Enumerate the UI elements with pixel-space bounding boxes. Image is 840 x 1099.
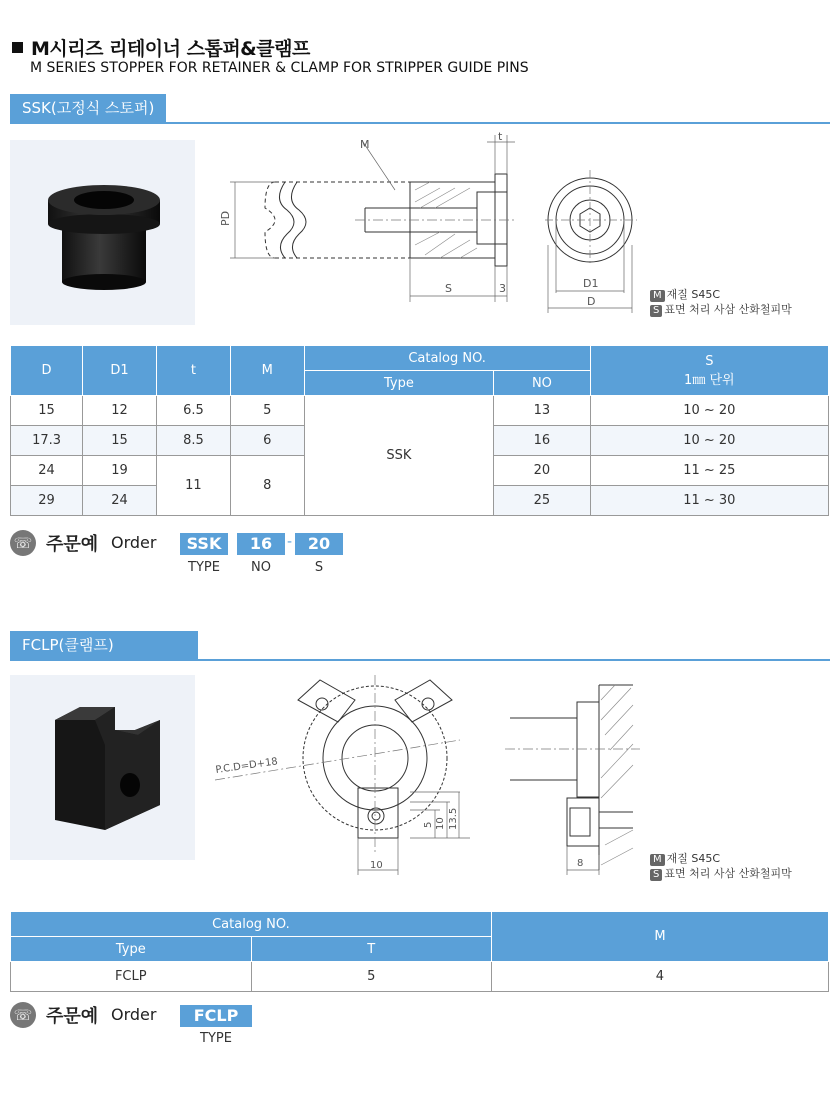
fclp-order-code-type: FCLP xyxy=(180,1005,252,1027)
fclp-dim-8: 8 xyxy=(577,858,584,869)
ssk-dim-3: 3 xyxy=(499,282,506,295)
page-title-text: M시리즈 리테이너 스톱퍼&클램프 xyxy=(31,38,310,60)
ssk-order-code-type: SSK xyxy=(180,533,228,555)
ssk-order-separator: - xyxy=(287,534,293,550)
ssk-order-label-type: TYPE xyxy=(188,560,220,575)
ssk-spec-table xyxy=(10,345,829,516)
section-divider xyxy=(10,122,830,124)
ssk-order-code-s: 20 xyxy=(295,533,343,555)
th-t: T xyxy=(251,937,491,962)
th-catalog: Catalog NO. xyxy=(11,912,492,937)
th-no: NO xyxy=(494,371,590,396)
note-material: M 재질 S45C xyxy=(650,287,792,302)
ssk-dim-m: M xyxy=(360,138,370,151)
fclp-order-label-en: Order xyxy=(111,1005,157,1024)
th-catalog: Catalog NO. xyxy=(304,346,590,371)
table-row: 17.3 15 8.5 6 16 10 ~ 20 xyxy=(11,426,829,456)
ssk-order-label-s: S xyxy=(314,560,324,575)
th-t: t xyxy=(156,346,230,396)
th-d1: D1 xyxy=(83,346,157,396)
th-m: M xyxy=(230,346,304,396)
fclp-order-label-type: TYPE xyxy=(200,1031,232,1046)
fclp-front-view-drawing xyxy=(210,670,470,880)
ssk-stopper-image xyxy=(10,140,195,325)
fclp-dim-5: 5 xyxy=(423,821,434,828)
ssk-dim-pd: PD xyxy=(219,210,232,226)
order-icon: ☏ xyxy=(10,530,36,556)
fclp-spec-table xyxy=(10,911,829,992)
fclp-section-title: FCLP(클램프) xyxy=(10,631,198,659)
fclp-clamp-image xyxy=(10,675,195,860)
square-bullet-icon xyxy=(12,42,23,53)
order-icon: ☏ xyxy=(10,1002,36,1028)
ssk-front-view-drawing xyxy=(545,165,645,315)
ssk-dim-t: t xyxy=(498,130,503,143)
ssk-order-label-ko: 주문예 xyxy=(46,534,99,555)
fclp-dim-10-width: 10 xyxy=(370,860,383,871)
fclp-dim-pcd: P.C.D=D+18 xyxy=(214,756,279,776)
note-surface: S 표면 처리 사삼 산화철피막 xyxy=(650,302,792,317)
ssk-side-view-drawing xyxy=(215,130,535,320)
ssk-product-photo xyxy=(10,140,195,325)
ssk-material-notes xyxy=(650,287,792,317)
fclp-side-view-drawing xyxy=(505,680,645,880)
th-type: Type xyxy=(304,371,494,396)
th-type: Type xyxy=(11,937,252,962)
fclp-dim-10: 10 xyxy=(435,817,446,830)
note-material: M 재질 S45C xyxy=(650,851,792,866)
ssk-dim-d1: D1 xyxy=(583,277,599,290)
ssk-order-code-no: 16 xyxy=(237,533,285,555)
th-d: D xyxy=(11,346,83,396)
fclp-order-label-ko: 주문예 xyxy=(46,1006,99,1027)
ssk-dim-d: D xyxy=(587,295,596,308)
fclp-dim-13-5: 13.5 xyxy=(448,807,459,830)
th-s: S 1㎜ 단위 xyxy=(590,346,828,396)
section-divider xyxy=(10,659,830,661)
ssk-order-label-en: Order xyxy=(111,533,157,552)
note-surface: S 표면 처리 사삼 산화철피막 xyxy=(650,866,792,881)
ssk-section-header xyxy=(10,94,830,124)
fclp-product-photo xyxy=(10,675,195,860)
ssk-section-title: SSK(고정식 스토퍼) xyxy=(10,94,166,122)
page-title xyxy=(12,34,310,61)
ssk-type-cell: SSK xyxy=(304,396,494,516)
table-row: 24 19 11 8 20 11 ~ 25 xyxy=(11,456,829,486)
ssk-dim-s: S xyxy=(445,282,452,295)
th-m: M xyxy=(491,912,828,962)
ssk-order-label-no: NO xyxy=(251,560,271,575)
table-row: 15 12 6.5 5 SSK 13 10 ~ 20 xyxy=(11,396,829,426)
fclp-section-header xyxy=(10,631,830,661)
table-row: FCLP 5 4 xyxy=(11,962,829,992)
fclp-material-notes xyxy=(650,851,792,881)
table-row: 29 24 25 11 ~ 30 xyxy=(11,486,829,516)
page-subtitle: M SERIES STOPPER FOR RETAINER & CLAMP FOR STRIPPER GUIDE PINS xyxy=(30,60,529,76)
